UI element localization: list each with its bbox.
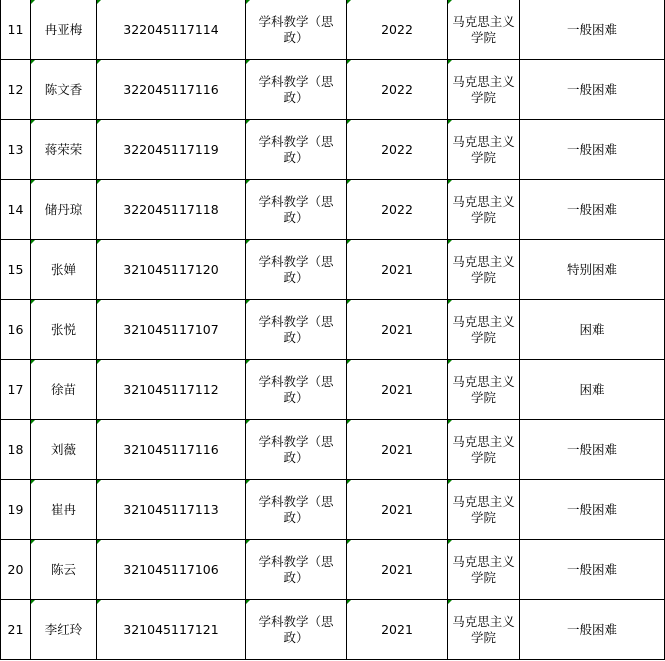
cell-major-text: 学科教学（思政） (258, 553, 334, 585)
cell-marker-icon (246, 240, 250, 244)
cell-marker-icon (347, 480, 351, 484)
cell-major (246, 480, 347, 540)
cell-difficulty-level-text: 一般困难 (566, 81, 617, 97)
cell-difficulty-level-text: 一般困难 (566, 621, 617, 637)
cell-student-id (97, 300, 246, 360)
cell-number-text: 18 (7, 441, 24, 457)
cell-number-text: 16 (7, 321, 24, 337)
cell-grade-text: 2021 (381, 381, 413, 397)
cell-student-id-text: 321045117116 (123, 441, 219, 457)
cell-college (448, 360, 520, 420)
cell-difficulty-level-text: 一般困难 (566, 141, 617, 157)
cell-marker-icon (31, 480, 35, 484)
cell-major-text: 学科教学（思政） (258, 193, 334, 225)
cell-marker-icon (97, 120, 101, 124)
cell-name-text: 张悦 (50, 321, 76, 337)
cell-difficulty-level (520, 60, 665, 120)
cell-student-id-text: 321045117107 (123, 321, 219, 337)
cell-number (1, 600, 31, 660)
cell-grade (347, 240, 448, 300)
cell-college-text: 马克思主义学院 (452, 13, 515, 45)
cell-difficulty-level (520, 540, 665, 600)
cell-student-id (97, 360, 246, 420)
cell-student-id-text: 322045117116 (123, 81, 219, 97)
cell-grade (347, 180, 448, 240)
cell-marker-icon (448, 300, 452, 304)
cell-college-text: 马克思主义学院 (452, 433, 515, 465)
cell-marker-icon (448, 240, 452, 244)
cell-student-id-text: 322045117118 (123, 201, 219, 217)
cell-college (448, 300, 520, 360)
cell-marker-icon (448, 180, 452, 184)
cell-marker-icon (97, 240, 101, 244)
cell-major-text: 学科教学（思政） (258, 613, 334, 645)
cell-difficulty-level-text: 困难 (579, 321, 605, 337)
cell-college (448, 420, 520, 480)
cell-college (448, 600, 520, 660)
cell-marker-icon (448, 540, 452, 544)
cell-college-text: 马克思主义学院 (452, 553, 515, 585)
cell-marker-icon (246, 60, 250, 64)
cell-name-text: 刘薇 (50, 441, 76, 457)
cell-grade (347, 480, 448, 540)
cell-student-id (97, 480, 246, 540)
cell-college-text: 马克思主义学院 (452, 133, 515, 165)
cell-marker-icon (246, 600, 250, 604)
table-body (1, 0, 665, 660)
cell-major (246, 300, 347, 360)
cell-grade-text: 2022 (381, 81, 413, 97)
cell-grade-text: 2021 (381, 261, 413, 277)
cell-difficulty-level (520, 180, 665, 240)
cell-major (246, 540, 347, 600)
cell-marker-icon (31, 120, 35, 124)
cell-major-text: 学科教学（思政） (258, 133, 334, 165)
cell-college-text: 马克思主义学院 (452, 193, 515, 225)
cell-college-text: 马克思主义学院 (452, 313, 515, 345)
cell-marker-icon (347, 240, 351, 244)
cell-marker-icon (347, 360, 351, 364)
cell-marker-icon (97, 480, 101, 484)
cell-number-text: 15 (7, 261, 24, 277)
cell-marker-icon (347, 300, 351, 304)
cell-name-text: 陈云 (50, 561, 76, 577)
cell-number-text: 21 (7, 621, 24, 637)
cell-student-id (97, 0, 246, 60)
cell-name-text: 陈文香 (44, 81, 83, 97)
cell-college (448, 60, 520, 120)
cell-marker-icon (97, 180, 101, 184)
cell-marker-icon (246, 480, 250, 484)
cell-college-text: 马克思主义学院 (452, 493, 515, 525)
cell-major (246, 0, 347, 60)
cell-college (448, 0, 520, 60)
cell-name-text: 张婵 (50, 261, 76, 277)
cell-name (31, 240, 97, 300)
cell-college-text: 马克思主义学院 (452, 253, 515, 285)
table-row (1, 180, 665, 240)
cell-difficulty-level (520, 480, 665, 540)
cell-student-id-text: 322045117119 (123, 141, 219, 157)
cell-college-text: 马克思主义学院 (452, 373, 515, 405)
table-row (1, 240, 665, 300)
cell-marker-icon (448, 480, 452, 484)
cell-major-text: 学科教学（思政） (258, 493, 334, 525)
cell-difficulty-level (520, 420, 665, 480)
cell-name (31, 600, 97, 660)
cell-marker-icon (31, 0, 35, 4)
table-row (1, 480, 665, 540)
cell-name (31, 480, 97, 540)
cell-difficulty-level (520, 360, 665, 420)
cell-marker-icon (246, 120, 250, 124)
cell-college (448, 540, 520, 600)
table-row (1, 360, 665, 420)
cell-marker-icon (448, 420, 452, 424)
cell-marker-icon (97, 600, 101, 604)
cell-marker-icon (246, 540, 250, 544)
cell-student-id-text: 321045117113 (123, 501, 219, 517)
cell-name-text: 冉亚梅 (44, 21, 83, 37)
cell-college (448, 480, 520, 540)
cell-difficulty-level (520, 120, 665, 180)
table-row (1, 300, 665, 360)
cell-grade (347, 300, 448, 360)
cell-number (1, 60, 31, 120)
cell-student-id-text: 322045117114 (123, 21, 219, 37)
cell-difficulty-level-text: 一般困难 (566, 441, 617, 457)
cell-major (246, 360, 347, 420)
cell-number (1, 0, 31, 60)
cell-number (1, 480, 31, 540)
cell-name (31, 120, 97, 180)
table-row (1, 540, 665, 600)
cell-marker-icon (347, 0, 351, 4)
cell-difficulty-level (520, 0, 665, 60)
cell-grade-text: 2022 (381, 141, 413, 157)
cell-marker-icon (246, 180, 250, 184)
cell-major-text: 学科教学（思政） (258, 373, 334, 405)
cell-grade-text: 2021 (381, 321, 413, 337)
cell-grade (347, 420, 448, 480)
cell-major-text: 学科教学（思政） (258, 13, 334, 45)
cell-marker-icon (347, 120, 351, 124)
cell-number-text: 12 (7, 81, 24, 97)
cell-marker-icon (31, 60, 35, 64)
cell-marker-icon (347, 420, 351, 424)
cell-grade (347, 600, 448, 660)
cell-student-id-text: 321045117112 (123, 381, 219, 397)
cell-number-text: 20 (7, 561, 24, 577)
cell-major (246, 600, 347, 660)
cell-difficulty-level (520, 300, 665, 360)
cell-major-text: 学科教学（思政） (258, 313, 334, 345)
cell-student-id-text: 321045117106 (123, 561, 219, 577)
cell-difficulty-level-text: 特别困难 (566, 261, 617, 277)
cell-marker-icon (31, 240, 35, 244)
cell-marker-icon (347, 180, 351, 184)
cell-marker-icon (246, 0, 250, 4)
cell-number (1, 240, 31, 300)
cell-marker-icon (448, 600, 452, 604)
cell-name (31, 0, 97, 60)
cell-marker-icon (246, 420, 250, 424)
cell-number-text: 17 (7, 381, 24, 397)
cell-number (1, 420, 31, 480)
cell-major-text: 学科教学（思政） (258, 433, 334, 465)
cell-major (246, 120, 347, 180)
cell-marker-icon (97, 0, 101, 4)
cell-grade-text: 2022 (381, 21, 413, 37)
cell-marker-icon (31, 300, 35, 304)
cell-major-text: 学科教学（思政） (258, 73, 334, 105)
cell-grade (347, 120, 448, 180)
cell-grade (347, 0, 448, 60)
cell-number (1, 180, 31, 240)
table-row (1, 420, 665, 480)
cell-marker-icon (448, 0, 452, 4)
cell-marker-icon (246, 300, 250, 304)
cell-number-text: 14 (7, 201, 24, 217)
cell-student-id (97, 420, 246, 480)
cell-student-id (97, 60, 246, 120)
cell-grade (347, 60, 448, 120)
cell-name (31, 360, 97, 420)
cell-number (1, 120, 31, 180)
cell-difficulty-level (520, 600, 665, 660)
cell-marker-icon (31, 360, 35, 364)
table-row (1, 60, 665, 120)
cell-major (246, 240, 347, 300)
cell-grade (347, 360, 448, 420)
cell-marker-icon (97, 60, 101, 64)
cell-student-id (97, 540, 246, 600)
cell-number-text: 11 (7, 21, 24, 37)
cell-difficulty-level-text: 一般困难 (566, 201, 617, 217)
cell-number-text: 19 (7, 501, 24, 517)
cell-marker-icon (97, 540, 101, 544)
cell-grade (347, 540, 448, 600)
cell-marker-icon (97, 360, 101, 364)
table-row (1, 0, 665, 60)
cell-name-text: 储丹琼 (44, 201, 83, 217)
cell-name-text: 蒋荣荣 (44, 141, 83, 157)
cell-marker-icon (347, 540, 351, 544)
cell-student-id (97, 120, 246, 180)
cell-name-text: 徐苗 (50, 381, 76, 397)
cell-marker-icon (31, 540, 35, 544)
cell-major (246, 180, 347, 240)
cell-student-id-text: 321045117121 (123, 621, 219, 637)
cell-marker-icon (97, 420, 101, 424)
cell-marker-icon (347, 60, 351, 64)
cell-difficulty-level-text: 一般困难 (566, 561, 617, 577)
cell-name (31, 420, 97, 480)
cell-grade-text: 2021 (381, 501, 413, 517)
cell-difficulty-level-text: 一般困难 (566, 501, 617, 517)
cell-name (31, 300, 97, 360)
cell-college-text: 马克思主义学院 (452, 613, 515, 645)
cell-marker-icon (31, 420, 35, 424)
cell-major (246, 420, 347, 480)
cell-name (31, 540, 97, 600)
cell-grade-text: 2021 (381, 441, 413, 457)
cell-difficulty-level (520, 240, 665, 300)
cell-marker-icon (448, 60, 452, 64)
cell-marker-icon (97, 300, 101, 304)
table-row (1, 600, 665, 660)
cell-grade-text: 2022 (381, 201, 413, 217)
cell-difficulty-level-text: 一般困难 (566, 21, 617, 37)
cell-student-id (97, 240, 246, 300)
cell-number (1, 360, 31, 420)
cell-college (448, 180, 520, 240)
cell-name (31, 180, 97, 240)
cell-grade-text: 2021 (381, 561, 413, 577)
table-row (1, 120, 665, 180)
cell-student-id (97, 600, 246, 660)
cell-name (31, 60, 97, 120)
cell-grade-text: 2021 (381, 621, 413, 637)
cell-name-text: 李红玲 (44, 621, 83, 637)
cell-student-id (97, 180, 246, 240)
cell-major (246, 60, 347, 120)
cell-number-text: 13 (7, 141, 24, 157)
cell-marker-icon (31, 600, 35, 604)
cell-college (448, 240, 520, 300)
cell-number (1, 540, 31, 600)
cell-marker-icon (448, 120, 452, 124)
cell-difficulty-level-text: 困难 (579, 381, 605, 397)
cell-college-text: 马克思主义学院 (452, 73, 515, 105)
cell-name-text: 崔冉 (50, 501, 76, 517)
cell-marker-icon (31, 180, 35, 184)
cell-marker-icon (347, 600, 351, 604)
cell-major-text: 学科教学（思政） (258, 253, 334, 285)
cell-marker-icon (448, 360, 452, 364)
cell-number (1, 300, 31, 360)
cell-student-id-text: 321045117120 (123, 261, 219, 277)
cell-marker-icon (246, 360, 250, 364)
cell-college (448, 120, 520, 180)
